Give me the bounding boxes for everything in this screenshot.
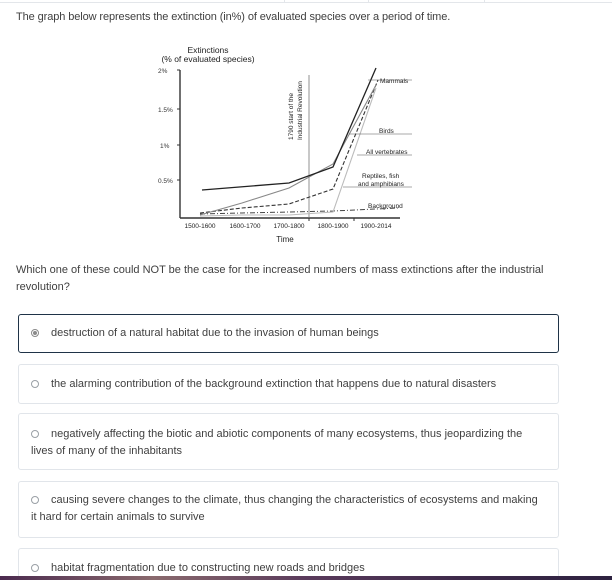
option-label: the alarming contribution of the background extinction that happens due to natural disasters [51, 378, 497, 390]
x-tick: 1600-1700 [229, 223, 261, 230]
extinction-chart [150, 40, 420, 250]
radio-selected-icon[interactable] [31, 329, 39, 337]
y-tick: 0.5% [158, 178, 173, 185]
chart-title-line1: Extinctions [187, 45, 229, 55]
label-birds: Birds [379, 128, 394, 135]
divider [368, 0, 369, 3]
x-tick: 1500-1600 [184, 223, 216, 230]
divider [484, 0, 485, 3]
annotation-line2: Industrial Revolution [297, 81, 304, 140]
top-border [0, 0, 612, 3]
answer-option-4[interactable] [18, 481, 559, 538]
answer-option-1[interactable] [18, 314, 559, 353]
y-tick: 1% [160, 143, 170, 150]
label-reptiles-line1: Reptiles, fish [362, 173, 400, 180]
label-background: Background [368, 203, 403, 210]
radio-icon[interactable] [31, 380, 39, 388]
annotation-line1: 1790 start of the [288, 93, 295, 140]
question-intro: The graph below represents the extinction (in%) of evaluated species over a period of time. [16, 11, 451, 23]
label-reptiles-line2: and amphibians [358, 181, 404, 188]
radio-icon[interactable] [31, 564, 39, 572]
option-label: destruction of a natural habitat due to the invasion of human beings [51, 327, 379, 339]
answer-option-3[interactable] [18, 413, 559, 470]
chart-title-line2: (% of evaluated species) [161, 54, 255, 64]
option-label: negatively affecting the biotic and abiotic components of many ecosystems, thus jeopardizing the lives of many of the inhabitants [31, 428, 523, 457]
x-tick: 1800-1900 [317, 223, 349, 230]
taskbar-strip [0, 576, 612, 580]
y-tick: 2% [158, 68, 168, 75]
option-label: habitat fragmentation due to constructing new roads and bridges [51, 562, 365, 574]
radio-icon[interactable] [31, 430, 39, 438]
label-mammals: Mammals [380, 78, 409, 85]
option-label: causing severe changes to the climate, thus changing the characteristics of ecosystems and making it hard for certain animals to survive [31, 494, 538, 523]
divider [284, 0, 285, 3]
y-tick: 1.5% [158, 107, 173, 114]
x-axis-label: Time [276, 235, 294, 244]
radio-icon[interactable] [31, 496, 39, 504]
question-text: Which one of these could NOT be the case for the increased numbers of mass extinctions after the industrial revolution? [16, 264, 544, 293]
label-vertebrates: All vertebrates [366, 149, 408, 156]
answer-option-2[interactable] [18, 364, 559, 404]
x-tick: 1700-1800 [273, 223, 305, 230]
x-tick: 1900-2014 [360, 223, 392, 230]
